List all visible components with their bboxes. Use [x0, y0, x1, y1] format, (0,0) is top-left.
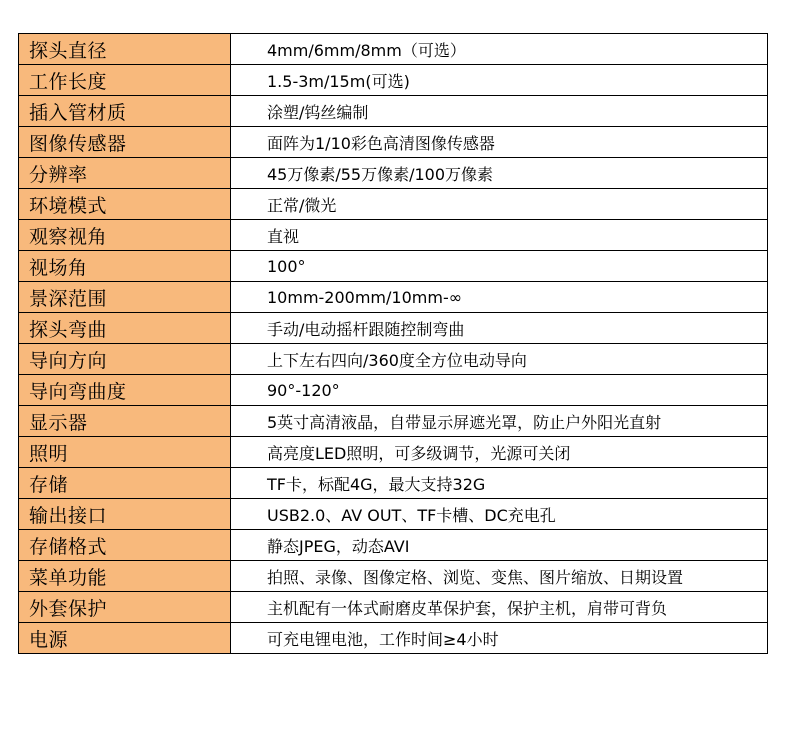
spec-row: [19, 344, 768, 375]
spec-label: 存储格式: [19, 530, 231, 561]
spec-value: 静态JPEG，动态AVI: [231, 530, 768, 561]
spec-row: [19, 406, 768, 437]
spec-value: 90°-120°: [231, 375, 768, 406]
spec-row: [19, 375, 768, 406]
spec-row: [19, 251, 768, 282]
spec-value: 100°: [231, 251, 768, 282]
spec-table: [18, 33, 768, 654]
spec-row: [19, 220, 768, 251]
spec-table-body: [19, 34, 768, 654]
spec-row: [19, 65, 768, 96]
spec-value: 4mm/6mm/8mm（可选）: [231, 34, 768, 65]
spec-label: 输出接口: [19, 499, 231, 530]
spec-label: 工作长度: [19, 65, 231, 96]
spec-label: 探头弯曲: [19, 313, 231, 344]
spec-value: 可充电锂电池，工作时间≥4小时: [231, 623, 768, 654]
spec-value: 上下左右四向/360度全方位电动导向: [231, 344, 768, 375]
spec-label: 图像传感器: [19, 127, 231, 158]
spec-label: 插入管材质: [19, 96, 231, 127]
spec-row: [19, 561, 768, 592]
spec-row: [19, 158, 768, 189]
spec-value: TF卡，标配4G，最大支持32G: [231, 468, 768, 499]
spec-row: [19, 468, 768, 499]
spec-row: [19, 499, 768, 530]
spec-label: 菜单功能: [19, 561, 231, 592]
spec-row: [19, 623, 768, 654]
spec-label: 存储: [19, 468, 231, 499]
spec-value: 5英寸高清液晶，自带显示屏遮光罩，防止户外阳光直射: [231, 406, 768, 437]
spec-label: 电源: [19, 623, 231, 654]
spec-row: [19, 313, 768, 344]
spec-label: 显示器: [19, 406, 231, 437]
spec-label: 视场角: [19, 251, 231, 282]
spec-value: 手动/电动摇杆跟随控制弯曲: [231, 313, 768, 344]
spec-row: [19, 592, 768, 623]
spec-value: USB2.0、AV OUT、TF卡槽、DC充电孔: [231, 499, 768, 530]
spec-value: 主机配有一体式耐磨皮革保护套，保护主机，肩带可背负: [231, 592, 768, 623]
spec-value: 1.5-3m/15m(可选): [231, 65, 768, 96]
spec-label: 照明: [19, 437, 231, 468]
spec-label: 分辨率: [19, 158, 231, 189]
spec-row: [19, 437, 768, 468]
spec-value: 拍照、录像、图像定格、浏览、变焦、图片缩放、日期设置: [231, 561, 768, 592]
spec-row: [19, 34, 768, 65]
spec-label: 导向弯曲度: [19, 375, 231, 406]
spec-value: 直视: [231, 220, 768, 251]
spec-row: [19, 530, 768, 561]
spec-label: 导向方向: [19, 344, 231, 375]
spec-value: 45万像素/55万像素/100万像素: [231, 158, 768, 189]
spec-label: 环境模式: [19, 189, 231, 220]
spec-value: 正常/微光: [231, 189, 768, 220]
spec-row: [19, 189, 768, 220]
spec-label: 外套保护: [19, 592, 231, 623]
spec-row: [19, 96, 768, 127]
spec-value: 面阵为1/10彩色高清图像传感器: [231, 127, 768, 158]
spec-label: 景深范围: [19, 282, 231, 313]
spec-label: 观察视角: [19, 220, 231, 251]
spec-value: 高亮度LED照明，可多级调节，光源可关闭: [231, 437, 768, 468]
spec-row: [19, 127, 768, 158]
spec-value: 10mm-200mm/10mm-∞: [231, 282, 768, 313]
spec-row: [19, 282, 768, 313]
spec-label: 探头直径: [19, 34, 231, 65]
spec-value: 涂塑/钨丝编制: [231, 96, 768, 127]
